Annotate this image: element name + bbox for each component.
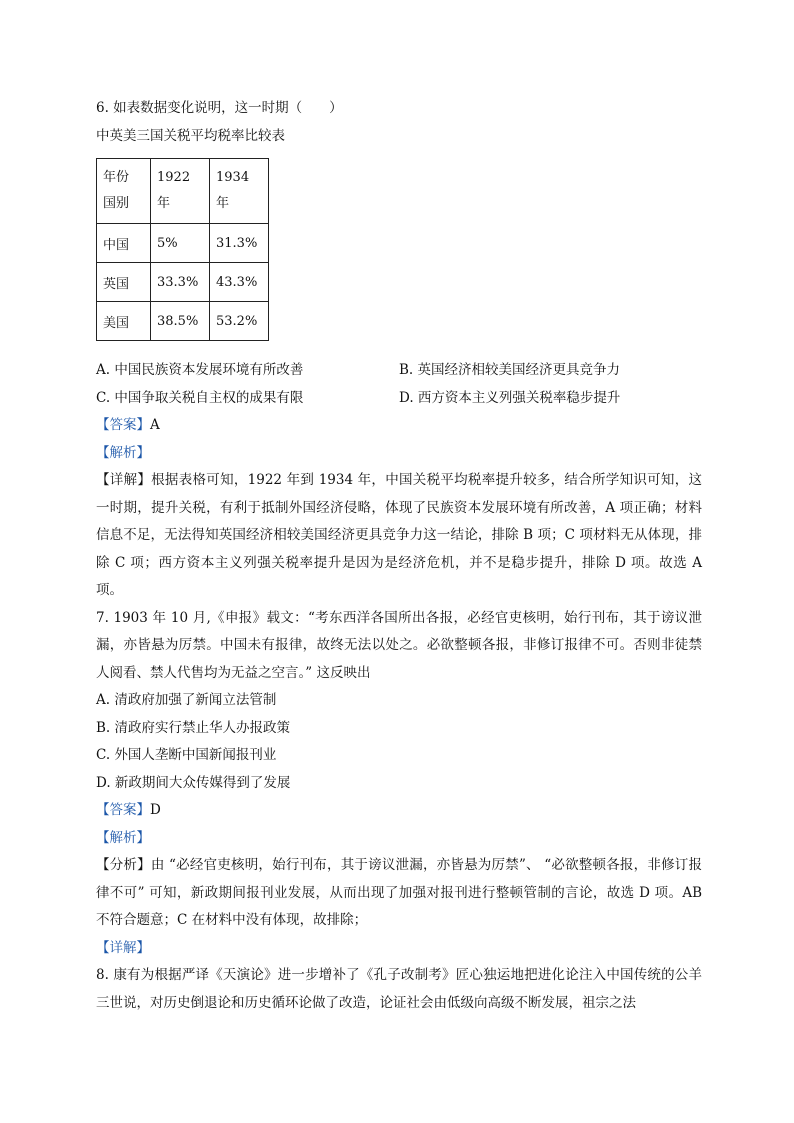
option-b: B. 英国经济相较美国经济更具竞争力 [399, 362, 621, 378]
q6-analysis-label: 【解析】 [96, 444, 150, 461]
option-d: D. 新政期间大众传媒得到了发展 [96, 774, 291, 791]
table-row [97, 224, 269, 263]
table-cell: 5% [151, 224, 210, 263]
option-c: C. 中国争取关税自主权的成果有限 [96, 389, 304, 406]
q6-detail: 【详解】根据表格可知，1922 年到 1934 年，中国关税平均税率提升较多，结合所学知识可知，这一时期，提升关税，有利于抵制外国经济侵略，体现了民族资本发展环境有所改善，A 项正确；材料信息不足，无法得知英国经济相较美国经济更具竞争力这一结论，排除 B 项；C 项材料无从体现，排除 C 项；西方资本主义列强关税率提升是因为是经济危机，并不是稳步提升，排除 D 项。故选 A 项。 [96, 472, 702, 598]
option-a: A. 清政府加强了新闻立法管制 [96, 692, 277, 708]
tariff-table [96, 158, 269, 341]
q8-stem: 8. 康有为根据严译《天演论》进一步增补了《孔子改制考》匠心独运地把进化论注入中国传统的公羊三世说，对历史倒退论和历史循环论做了改造，论证社会由低级向高级不断发展，祖宗之法 [96, 967, 702, 1011]
q7-analysis-label: 【解析】 [96, 829, 150, 846]
q6-table-title: 中英美三国关税平均税率比较表 [96, 127, 285, 144]
table-cell: 31.3% [210, 224, 269, 263]
q6-stem: 6. 如表数据变化说明，这一时期（ ） [96, 100, 343, 116]
table-cell: 43.3% [210, 263, 269, 302]
option-d: D. 西方资本主义列强关税率稳步提升 [399, 389, 621, 406]
table-cell: 英国 [97, 263, 151, 302]
option-a: A. 中国民族资本发展环境有所改善 [96, 362, 304, 378]
table-cell: 33.3% [151, 263, 210, 302]
table-cell: 38.5% [151, 302, 210, 341]
table-header-cell: 年份 国别 [97, 159, 151, 224]
table-row [97, 263, 269, 302]
answer-value: D [150, 802, 161, 818]
answer-label: 【答案】 [96, 802, 150, 818]
table-cell: 53.2% [210, 302, 269, 341]
answer-label: 【答案】 [96, 417, 150, 433]
table-cell: 美国 [97, 302, 151, 341]
q7-answer [96, 797, 702, 825]
table-row [97, 302, 269, 341]
q6-options-row1 [96, 357, 702, 385]
answer-value: A [150, 417, 160, 433]
q6-answer [96, 412, 702, 440]
q7-detail-label: 【详解】 [96, 939, 150, 956]
option-c: C. 外国人垄断中国新闻报刊业 [96, 747, 277, 763]
table-header-row [97, 159, 269, 224]
q6-options-row2 [96, 385, 702, 413]
table-header-cell: 1922 年 [151, 159, 210, 224]
table-header-cell: 1934 年 [210, 159, 269, 224]
q7-fenxi: 【分析】由 “必经官吏核明，始行刊布，其于谤议泄漏，亦皆悬为厉禁”、 “必欲整顿各报，非修订报律不可” 可知，新政期间报刊业发展，从而出现了加强对报刊进行整顿管制的言论，故选 D 项。AB 不符合题意；C 在材料中没有体现，故排除； [96, 857, 702, 928]
table-cell: 中国 [97, 224, 151, 263]
option-b: B. 清政府实行禁止华人办报政策 [96, 719, 291, 736]
q7-stem: 7. 1903 年 10 月,《申报》载文：“考东西洋各国所出各报，必经官吏核明，始行刊布，其于谤议泄漏，亦皆悬为厉禁。中国未有报律，故终无法以处之。必欲整顿各报，非修订报律不可。否则非徒禁人阅看、禁人代售均为无益之空言。” 这反映出 [96, 609, 702, 681]
document-page [96, 95, 702, 1017]
